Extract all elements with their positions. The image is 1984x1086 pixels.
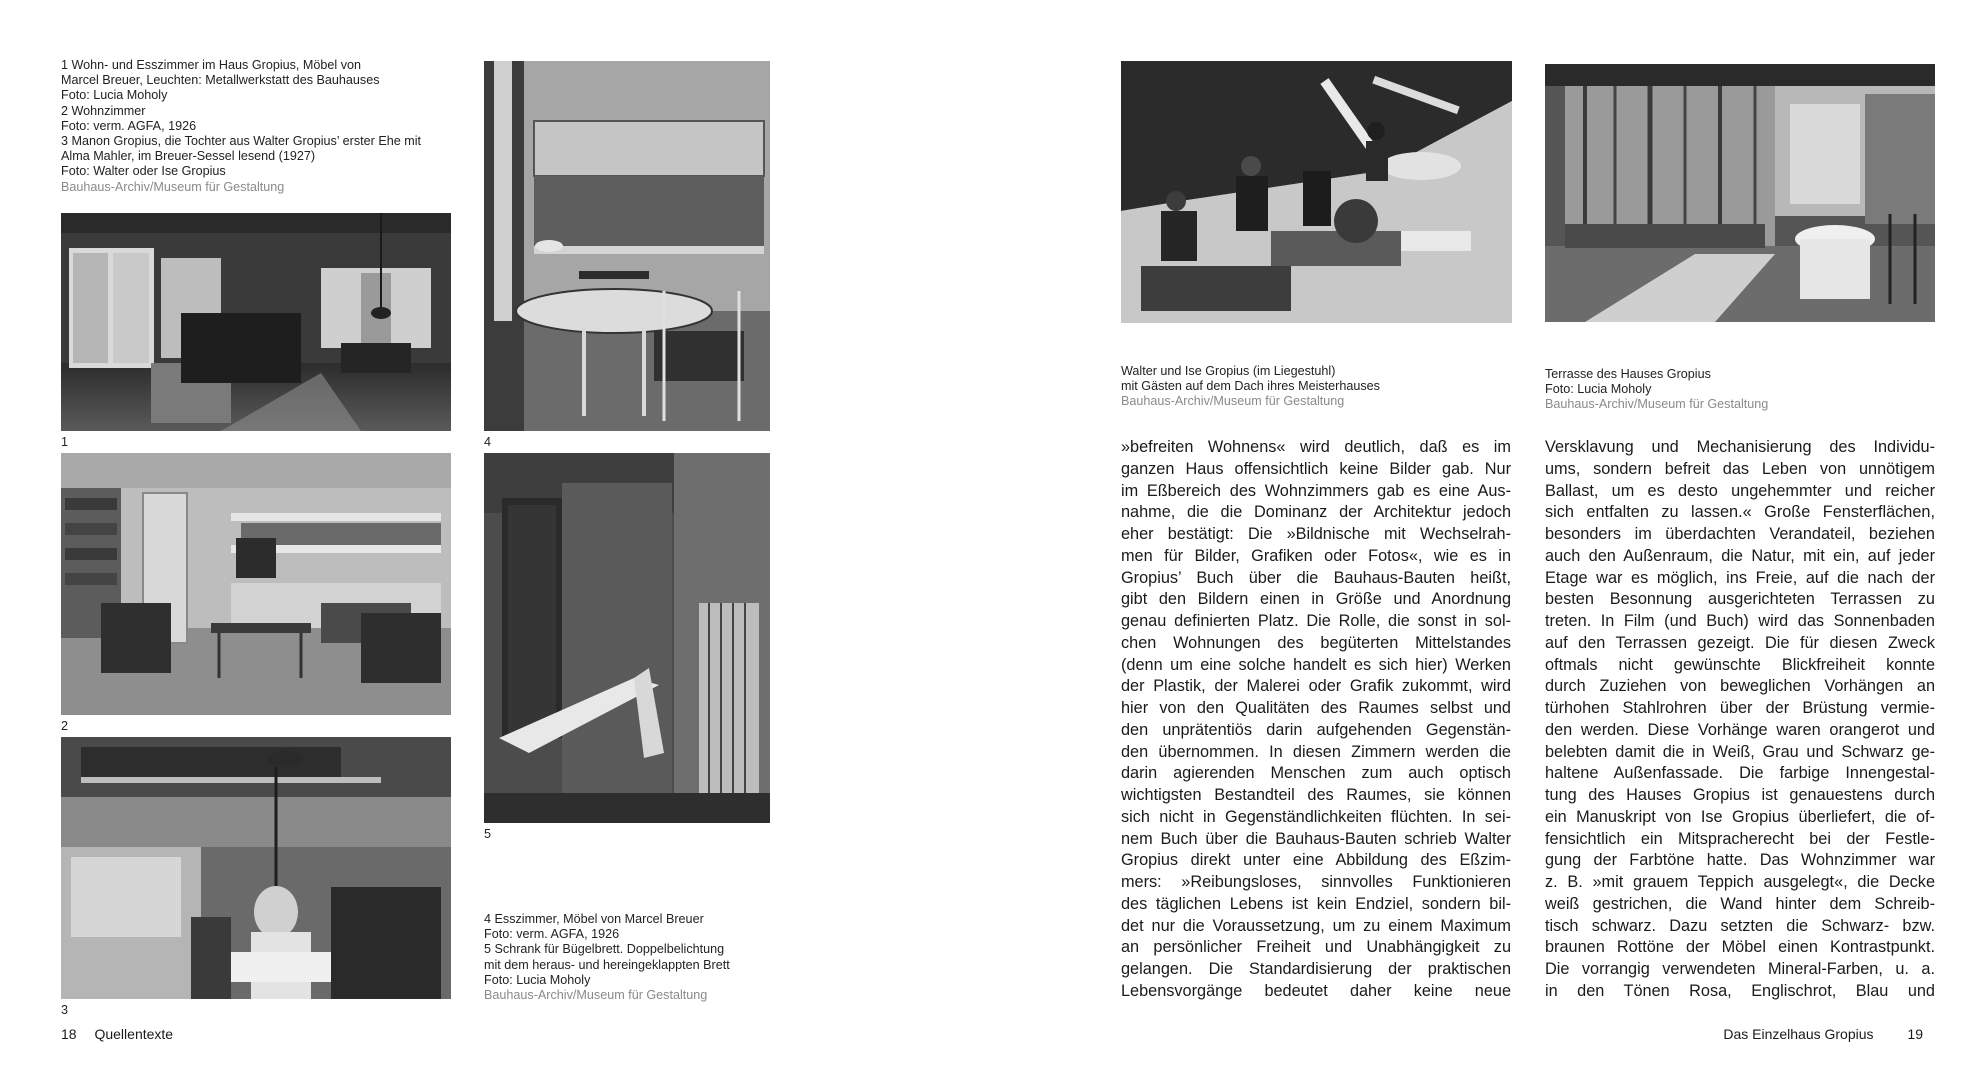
text-line: fensichtlich ein Mitspracherecht bei der Festle- xyxy=(1545,829,1935,848)
figure-number: 3 xyxy=(61,1003,69,1017)
photo-credit: Bauhaus-Archiv/Museum für Gestaltung xyxy=(1545,397,1769,412)
caption-line: 1 Wohn- und Esszimmer im Haus Gropius, Möbel von xyxy=(61,58,362,72)
text-line: im Eßbereich des Wohnzimmers gab es eine Aus- xyxy=(1121,481,1511,500)
photo-3-manon-gropius-reading xyxy=(61,737,451,999)
photo-4-dining-room xyxy=(484,61,770,431)
text-line: den unprätentiös darin aufgehenden Gegenstän- xyxy=(1121,720,1511,739)
caption-line: mit Gästen auf dem Dach ihres Meisterhauses xyxy=(1121,379,1380,394)
text-line: oftmals nicht gewünschte Blickfreiheit konnte xyxy=(1545,655,1935,674)
text-line: tung des Hauses Gropius ist genauestens durch xyxy=(1545,786,1935,804)
page-number: 18 xyxy=(61,1026,77,1042)
text-line: hier von den Qualitäten des Raumes selbst und xyxy=(1121,699,1511,717)
text-line: an persönlicher Freiheit und Unabhängigkeit zu xyxy=(1121,938,1511,957)
caption-line: Foto: Lucia Moholy xyxy=(1545,382,1652,397)
text-line: Ballast, um es desto ungehemmter und reicher xyxy=(1545,481,1935,500)
photo-credit: Bauhaus-Archiv/Museum für Gestaltung xyxy=(61,179,285,194)
photo-5-ironing-board-cabinet xyxy=(484,453,770,823)
caption-line: 3 Manon Gropius, die Tochter aus Walter Gropius’ erster Ehe mit xyxy=(61,134,422,149)
text-line: gelangen. Die Standardisierung der praktischen xyxy=(1121,960,1511,978)
figure-number: 1 xyxy=(61,435,69,449)
photo-credit: Bauhaus-Archiv/Museum für Gestaltung xyxy=(484,988,708,1003)
photo-2-living-room xyxy=(61,453,451,715)
text-line: Versklavung und Mechanisierung des Individu- xyxy=(1545,438,1935,456)
text-line: ums, sondern befreit das Leben von unnötigem xyxy=(1545,459,1935,478)
text-line: ganzen Haus offensichtlich keine Bilder gab. Nur xyxy=(1121,459,1511,478)
text-line: auf den Terrassen gezeigt. Die für diesen Zweck xyxy=(1545,633,1935,652)
text-line: in den Tönen Rosa, Englischrot, Blau und xyxy=(1545,981,1935,1000)
text-line: durch Zuziehen von beweglichen Vorhängen an xyxy=(1545,677,1935,696)
caption-terrace xyxy=(1545,367,1768,413)
body-text-column-2 xyxy=(1545,437,1935,1003)
figure-number: 4 xyxy=(484,435,492,449)
caption-line: 2 Wohnzimmer xyxy=(61,103,146,118)
text-line: den werden. Diese Vorhänge waren orangerot und xyxy=(1545,720,1935,739)
caption-line: Terrasse des Hauses Gropius xyxy=(1545,367,1711,381)
caption-line: Foto: Walter oder Ise Gropius xyxy=(61,164,226,179)
text-line: gung der Farbtöne hatte. Das Wohnzimmer war xyxy=(1545,851,1935,870)
text-line: men für Bilder, Grafiken oder Fotos«, wie es in xyxy=(1121,546,1511,565)
text-line: Etage war es möglich, ins Freie, auf die nach der xyxy=(1545,568,1935,587)
photo-credit: Bauhaus-Archiv/Museum für Gestaltung xyxy=(1121,394,1345,409)
text-line: weiß gestrichen, die Wand hinter dem Schreib- xyxy=(1545,894,1935,913)
text-line: Die vorrangig verwendeten Mineral-Farben, u. a. xyxy=(1545,960,1935,978)
figure-number: 5 xyxy=(484,827,492,841)
text-line: genau definierten Platz. Die Rolle, die sonst in sol- xyxy=(1121,612,1511,630)
caption-line: Foto: Lucia Moholy xyxy=(484,972,591,987)
caption-line: 4 Esszimmer, Möbel von Marcel Breuer xyxy=(484,912,704,926)
text-line: Lebensvorgänge bedeutet daher keine neue xyxy=(1121,981,1511,1000)
footer-left xyxy=(61,1026,173,1042)
footer-right xyxy=(1723,1026,1923,1042)
caption-figures-4-5 xyxy=(484,912,730,1003)
text-line: gibt den Bildern einen in Größe und Anordnung xyxy=(1121,590,1511,609)
text-line: chen Wohnungen des begüterten Mittelstandes xyxy=(1121,633,1511,652)
text-line: eher bestätigt: Die »Bildnische mit Wechselrah- xyxy=(1121,525,1511,543)
text-line: ein Manuskript von Ise Gropius überliefert, die of- xyxy=(1545,807,1935,826)
text-line: besonders im überdachten Verandateil, beziehen xyxy=(1545,525,1935,543)
caption-line: Foto: verm. AGFA, 1926 xyxy=(61,118,197,133)
text-line: treten. In Film (und Buch) wird das Sonnenbaden xyxy=(1545,612,1935,630)
text-line: darin agierenden Menschen zum auch optisch xyxy=(1121,764,1511,783)
text-line: haltene Außenfassade. Die farbige Innengestal- xyxy=(1545,764,1935,783)
caption-line: Alma Mahler, im Breuer-Sessel lesend (1927) xyxy=(61,149,316,164)
text-line: Gropius’ Buch über die Bauhaus-Bauten heißt, xyxy=(1121,568,1511,587)
text-line: (denn um eine solche handelt es sich hier) Werken xyxy=(1121,655,1511,674)
caption-line: mit dem heraus- und hereingeklappten Brett xyxy=(484,957,730,972)
text-line: tisch schwarz. Dazu setzten die Schwarz- bzw. xyxy=(1545,916,1935,935)
page-number: 19 xyxy=(1907,1026,1923,1042)
caption-line: Marcel Breuer, Leuchten: Metallwerkstatt des Bauhauses xyxy=(61,73,380,88)
caption-line: Foto: verm. AGFA, 1926 xyxy=(484,927,620,942)
text-line: belebten damit die in Weiß, Grau und Schwarz ge- xyxy=(1545,742,1935,761)
text-line: türhohen Stahlrohren über der Brüstung vermie- xyxy=(1545,699,1935,717)
text-line: Gropius direkt unter eine Abbildung des Eßzim- xyxy=(1121,851,1511,870)
caption-rooftop xyxy=(1121,364,1380,410)
caption-line: Walter und Ise Gropius (im Liegestuhl) xyxy=(1121,364,1336,378)
text-line: sich entfalten zu lassen.« Große Fensterflächen, xyxy=(1545,503,1935,522)
running-title: Quellentexte xyxy=(94,1026,174,1042)
text-line: nahme, die die Dominanz der Architektur jedoch xyxy=(1121,503,1511,522)
figure-number: 2 xyxy=(61,719,69,733)
text-line: braunen Rottöne der Möbel einen Kontrastpunkt. xyxy=(1545,938,1935,957)
text-line: den übernommen. In diesen Zimmern werden die xyxy=(1121,742,1511,761)
text-line: sich nicht in Gegenständlichkeiten flüchten. In sei- xyxy=(1121,807,1511,826)
text-line: des täglichen Lebens ist kein Endziel, sondern bil- xyxy=(1121,894,1511,913)
text-line: »befreiten Wohnens« wird deutlich, daß es im xyxy=(1121,438,1511,456)
text-line: nem Buch über die Bauhaus-Bauten schrieb Walter xyxy=(1121,829,1511,848)
photo-terrace xyxy=(1545,64,1935,322)
text-line: z. B. »mit grauem Teppich ausgelegt«, die Decke xyxy=(1545,873,1935,891)
running-title: Das Einzelhaus Gropius xyxy=(1723,1026,1874,1042)
caption-figures-1-3 xyxy=(61,58,421,195)
text-line: mers: »Reibungsloses, sinnvolles Funktionieren xyxy=(1121,873,1511,891)
text-line: det nur die Voraussetzung, um zu einem Maximum xyxy=(1121,916,1511,935)
body-text-column-1 xyxy=(1121,437,1511,1003)
photo-rooftop-gathering xyxy=(1121,61,1512,323)
text-line: der Plastik, der Malerei oder Grafik zukommt, wird xyxy=(1121,677,1511,696)
text-line: auch den Außenraum, die Natur, mit ein, auf jeder xyxy=(1545,546,1935,565)
text-line: wichtigsten Bestandteil des Raumes, sie können xyxy=(1121,786,1511,804)
caption-line: 5 Schrank für Bügelbrett. Doppelbelichtung xyxy=(484,942,725,957)
photo-1-living-dining-room xyxy=(61,213,451,431)
caption-line: Foto: Lucia Moholy xyxy=(61,88,168,103)
text-line: besten Besonnung ausgerichteten Terrassen zu xyxy=(1545,590,1935,609)
